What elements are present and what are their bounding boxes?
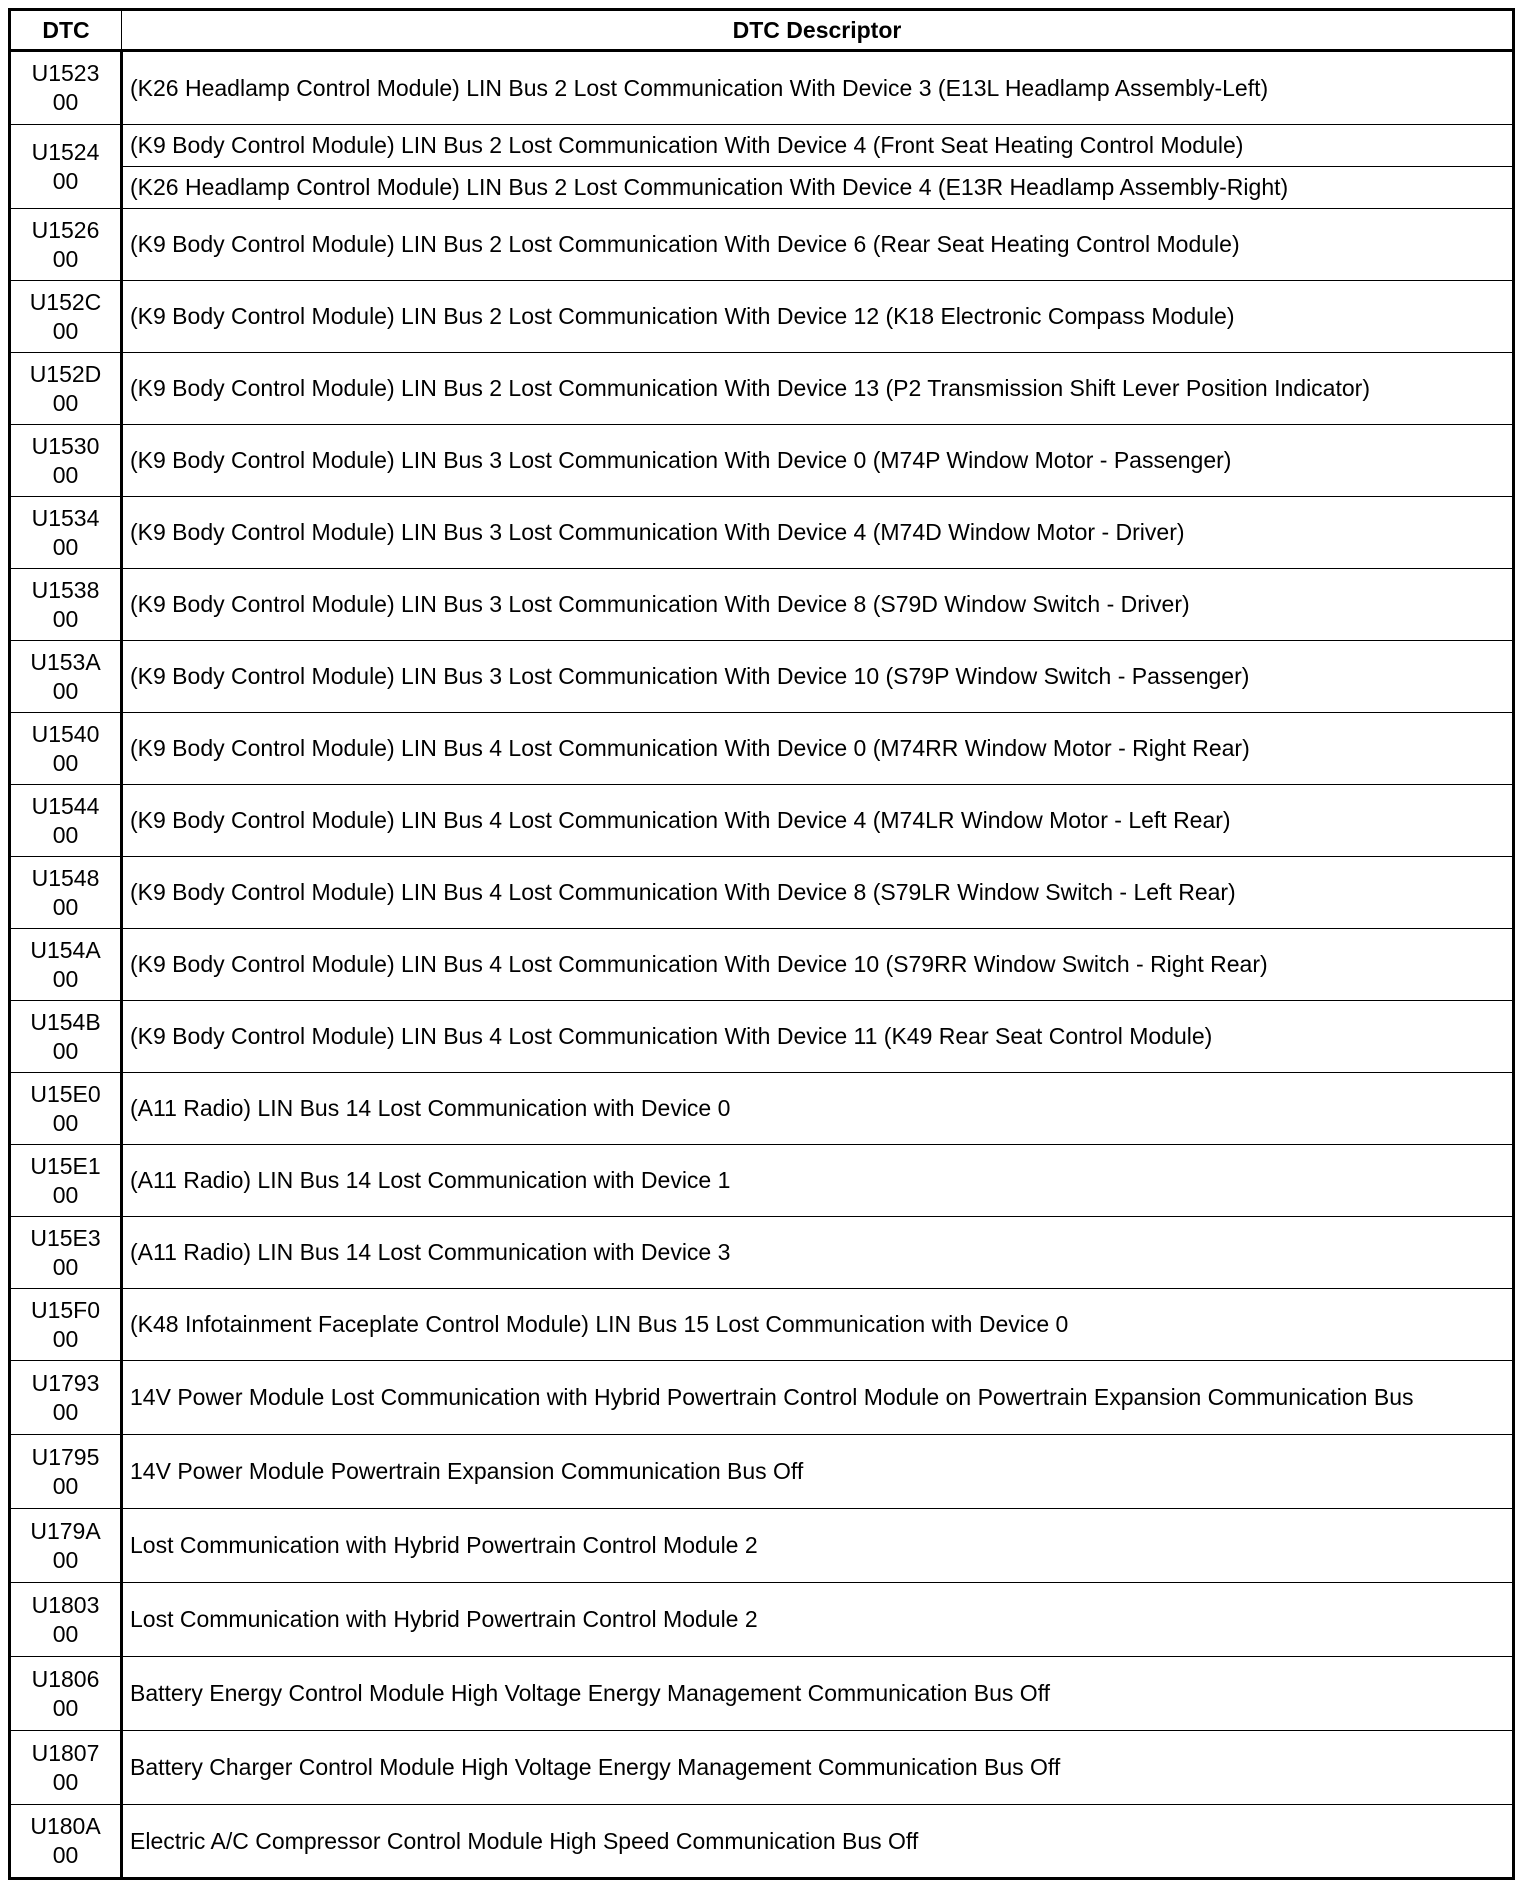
dtc-code-cell (10, 1805, 122, 1879)
dtc-code: U152D (29, 360, 102, 387)
table-row (10, 125, 1514, 167)
table-row (10, 1731, 1514, 1805)
table-row (10, 857, 1514, 929)
dtc-table-body (10, 51, 1514, 1879)
table-row (10, 1145, 1514, 1217)
dtc-code-cell (10, 281, 122, 353)
dtc-symptom-byte: 00 (52, 605, 79, 632)
dtc-code-cell (10, 425, 122, 497)
dtc-descriptor: (A11 Radio) LIN Bus 14 Lost Communication with Device 1 (122, 1145, 1514, 1217)
dtc-descriptor: Electric A/C Compressor Control Module High Speed Communication Bus Off (122, 1805, 1514, 1879)
dtc-descriptor: (K9 Body Control Module) LIN Bus 2 Lost Communication With Device 6 (Rear Seat Heating Control Module) (122, 209, 1514, 281)
header-dtc: DTC (10, 10, 122, 51)
table-row (10, 713, 1514, 785)
dtc-code: U1544 (31, 792, 100, 819)
dtc-descriptor: (K9 Body Control Module) LIN Bus 4 Lost Communication With Device 4 (M74LR Window Motor - Left Rear) (122, 785, 1514, 857)
dtc-code-cell (10, 209, 122, 281)
dtc-symptom-byte: 00 (52, 1694, 79, 1721)
dtc-code-cell (10, 51, 122, 125)
dtc-code-cell (10, 929, 122, 1001)
table-row (10, 425, 1514, 497)
dtc-code-cell (10, 1583, 122, 1657)
table-row (10, 1583, 1514, 1657)
dtc-code-cell (10, 125, 122, 209)
dtc-code: U153A (30, 648, 101, 675)
dtc-code: U15E0 (30, 1080, 101, 1107)
table-row (10, 1289, 1514, 1361)
dtc-code: U1523 (31, 60, 100, 86)
dtc-symptom-byte: 00 (52, 749, 79, 776)
dtc-code-cell (10, 1657, 122, 1731)
dtc-symptom-byte: 00 (52, 1398, 79, 1425)
dtc-code-cell (10, 1001, 122, 1073)
dtc-descriptor: (K26 Headlamp Control Module) LIN Bus 2 Lost Communication With Device 3 (E13L Headlamp Assembly-Left) (122, 51, 1514, 125)
dtc-code: U152C (29, 288, 102, 315)
dtc-descriptor: (K9 Body Control Module) LIN Bus 4 Lost Communication With Device 11 (K49 Rear Seat Control Module) (122, 1001, 1514, 1073)
dtc-code-cell (10, 569, 122, 641)
dtc-symptom-byte: 00 (52, 1037, 79, 1064)
dtc-table (8, 8, 1515, 1880)
dtc-code: U1795 (31, 1443, 100, 1470)
dtc-symptom-byte: 00 (52, 1181, 79, 1208)
dtc-code: U1548 (31, 864, 100, 891)
dtc-symptom-byte: 00 (52, 677, 79, 704)
dtc-symptom-byte: 00 (52, 1472, 79, 1499)
dtc-code: U1526 (31, 216, 100, 243)
dtc-code-cell (10, 641, 122, 713)
table-row (10, 1073, 1514, 1145)
dtc-descriptor: (K9 Body Control Module) LIN Bus 3 Lost Communication With Device 0 (M74P Window Motor - Passenger) (122, 425, 1514, 497)
table-row (10, 1509, 1514, 1583)
dtc-code: U1806 (31, 1665, 100, 1692)
table-row (10, 209, 1514, 281)
dtc-descriptor: Lost Communication with Hybrid Powertrain Control Module 2 (122, 1509, 1514, 1583)
dtc-code: U154A (30, 936, 101, 963)
dtc-code-cell (10, 1731, 122, 1805)
dtc-descriptor: (K9 Body Control Module) LIN Bus 3 Lost Communication With Device 4 (M74D Window Motor - Driver) (122, 497, 1514, 569)
dtc-descriptor: (A11 Radio) LIN Bus 14 Lost Communication with Device 0 (122, 1073, 1514, 1145)
dtc-descriptor: Lost Communication with Hybrid Powertrain Control Module 2 (122, 1583, 1514, 1657)
dtc-descriptor: 14V Power Module Powertrain Expansion Communication Bus Off (122, 1435, 1514, 1509)
dtc-descriptor: (K26 Headlamp Control Module) LIN Bus 2 Lost Communication With Device 4 (E13R Headlamp Assembly-Right) (122, 167, 1514, 209)
dtc-symptom-byte: 00 (52, 1768, 79, 1795)
dtc-symptom-byte: 00 (52, 1842, 79, 1868)
header-descriptor: DTC Descriptor (122, 10, 1514, 51)
dtc-code-cell (10, 1217, 122, 1289)
dtc-descriptor: (K9 Body Control Module) LIN Bus 3 Lost Communication With Device 10 (S79P Window Switch - Passenger) (122, 641, 1514, 713)
dtc-code-cell (10, 1073, 122, 1145)
dtc-code: U1803 (31, 1591, 100, 1618)
dtc-code: U1540 (31, 720, 100, 747)
dtc-code: U1538 (31, 576, 100, 603)
table-row (10, 51, 1514, 125)
dtc-symptom-byte: 00 (52, 89, 79, 115)
dtc-code-cell (10, 1145, 122, 1217)
dtc-descriptor: (A11 Radio) LIN Bus 14 Lost Communication with Device 3 (122, 1217, 1514, 1289)
dtc-symptom-byte: 00 (52, 1546, 79, 1573)
dtc-descriptor: (K9 Body Control Module) LIN Bus 3 Lost Communication With Device 8 (S79D Window Switch - Driver) (122, 569, 1514, 641)
dtc-descriptor: (K9 Body Control Module) LIN Bus 2 Lost Communication With Device 12 (K18 Electronic Compass Module) (122, 281, 1514, 353)
dtc-code: U154B (30, 1008, 101, 1035)
dtc-symptom-byte: 00 (52, 893, 79, 920)
dtc-code: U1807 (31, 1739, 100, 1766)
table-row (10, 1217, 1514, 1289)
dtc-symptom-byte: 00 (52, 389, 79, 416)
dtc-code: U15E3 (30, 1224, 101, 1251)
dtc-code: U179A (30, 1517, 101, 1544)
dtc-code: U1524 (31, 138, 100, 165)
dtc-symptom-byte: 00 (52, 1109, 79, 1136)
dtc-symptom-byte: 00 (52, 317, 79, 344)
table-row (10, 785, 1514, 857)
table-row (10, 497, 1514, 569)
table-row (10, 1001, 1514, 1073)
dtc-code: U180A (30, 1813, 101, 1839)
dtc-code-cell (10, 1435, 122, 1509)
dtc-symptom-byte: 00 (52, 965, 79, 992)
dtc-code-cell (10, 785, 122, 857)
dtc-symptom-byte: 00 (52, 245, 79, 272)
dtc-descriptor: (K9 Body Control Module) LIN Bus 4 Lost Communication With Device 10 (S79RR Window Switch - Right Rear) (122, 929, 1514, 1001)
table-row (10, 1435, 1514, 1509)
dtc-code: U1793 (31, 1369, 100, 1396)
dtc-symptom-byte: 00 (52, 1325, 79, 1352)
dtc-descriptor: (K9 Body Control Module) LIN Bus 2 Lost Communication With Device 13 (P2 Transmission Shift Lever Position Indicator) (122, 353, 1514, 425)
table-row (10, 1657, 1514, 1731)
dtc-descriptor: Battery Charger Control Module High Voltage Energy Management Communication Bus Off (122, 1731, 1514, 1805)
dtc-symptom-byte: 00 (52, 1253, 79, 1280)
table-row (10, 569, 1514, 641)
dtc-code-cell (10, 857, 122, 929)
dtc-code-cell (10, 1289, 122, 1361)
table-row (10, 929, 1514, 1001)
dtc-code-cell (10, 353, 122, 425)
dtc-descriptor: (K9 Body Control Module) LIN Bus 4 Lost Communication With Device 8 (S79LR Window Switch - Left Rear) (122, 857, 1514, 929)
table-row (10, 641, 1514, 713)
dtc-symptom-byte: 00 (52, 821, 79, 848)
dtc-code-cell (10, 713, 122, 785)
dtc-code-cell (10, 1361, 122, 1435)
table-subrow (10, 167, 1514, 209)
dtc-descriptor: (K9 Body Control Module) LIN Bus 4 Lost Communication With Device 0 (M74RR Window Motor - Right Rear) (122, 713, 1514, 785)
dtc-symptom-byte: 00 (52, 167, 79, 194)
dtc-symptom-byte: 00 (52, 533, 79, 560)
dtc-code-cell (10, 497, 122, 569)
dtc-code: U15F0 (30, 1296, 101, 1323)
table-row (10, 1361, 1514, 1435)
dtc-code: U15E1 (30, 1152, 101, 1179)
dtc-descriptor: (K48 Infotainment Faceplate Control Module) LIN Bus 15 Lost Communication with Device 0 (122, 1289, 1514, 1361)
table-row (10, 1805, 1514, 1879)
dtc-code-cell (10, 1509, 122, 1583)
dtc-symptom-byte: 00 (52, 1620, 79, 1647)
dtc-code: U1534 (31, 504, 100, 531)
dtc-descriptor: (K9 Body Control Module) LIN Bus 2 Lost Communication With Device 4 (Front Seat Heating Control Module) (122, 125, 1514, 167)
dtc-code: U1530 (31, 432, 100, 459)
header-row (10, 10, 1514, 51)
dtc-symptom-byte: 00 (52, 461, 79, 488)
table-row (10, 281, 1514, 353)
dtc-descriptor: Battery Energy Control Module High Voltage Energy Management Communication Bus Off (122, 1657, 1514, 1731)
dtc-descriptor: 14V Power Module Lost Communication with Hybrid Powertrain Control Module on Powertrain Expansion Communication Bus (122, 1361, 1514, 1435)
table-row (10, 353, 1514, 425)
